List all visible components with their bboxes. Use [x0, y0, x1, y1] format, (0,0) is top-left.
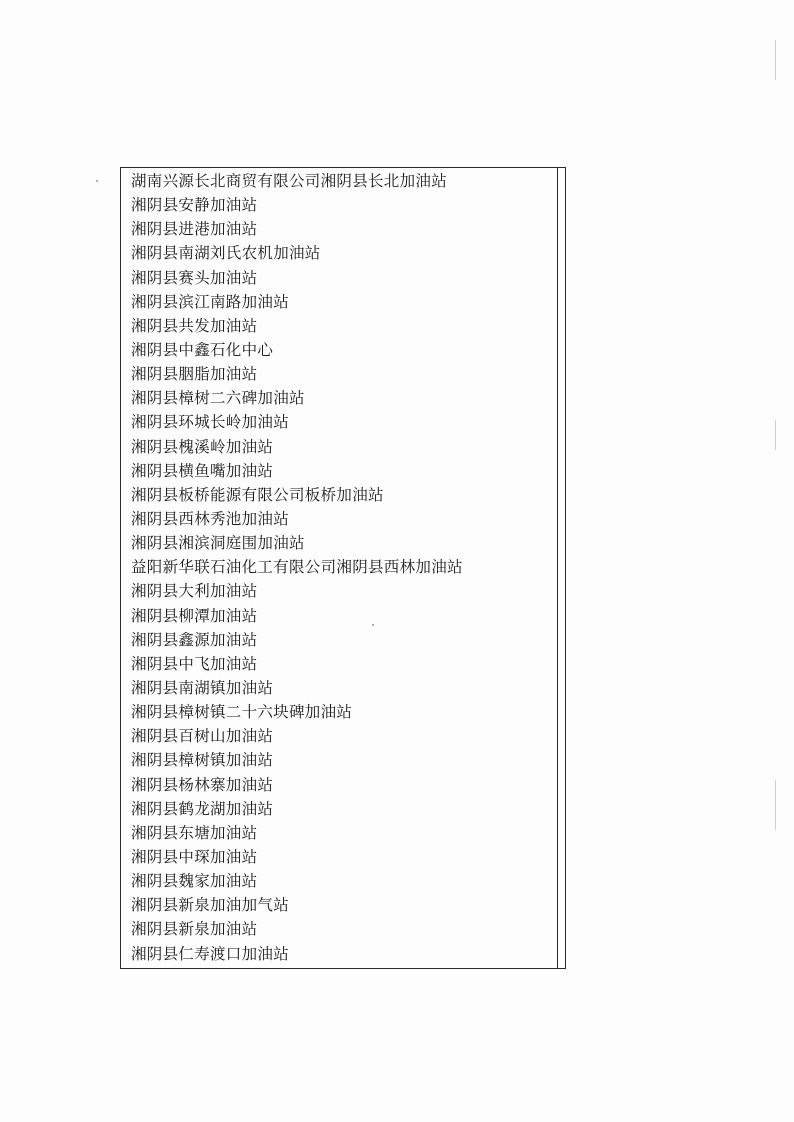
table-row: 湘阴县东塘加油站	[131, 823, 258, 842]
station-list	[131, 169, 555, 966]
table-row: 湘阴县槐溪岭加油站	[131, 437, 274, 456]
table-row: 湘阴县横鱼嘴加油站	[131, 461, 274, 480]
table-row: 湘阴县鑫源加油站	[131, 630, 258, 649]
scan-margin-mark	[775, 780, 776, 830]
table-row: 湘阴县魏家加油站	[131, 872, 258, 891]
scan-speck	[372, 624, 374, 626]
table-row: 湘阴县安静加油站	[131, 196, 258, 215]
table-row: 湘阴县樟树镇加油站	[131, 751, 274, 770]
table-row: 湘阴县进港加油站	[131, 220, 258, 239]
table-row: 湘阴县赛头加油站	[131, 268, 258, 287]
table-column-divider	[557, 167, 558, 969]
table-row: 湘阴县板桥能源有限公司板桥加油站	[131, 485, 384, 504]
table-row: 湘阴县中琛加油站	[131, 847, 258, 866]
table-row: 益阳新华联石油化工有限公司湘阴县西林加油站	[131, 558, 463, 577]
table-row: 湘阴县共发加油站	[131, 316, 258, 335]
table-row: 湘阴县樟树镇二十六块碑加油站	[131, 703, 353, 722]
table-row: 湘阴县鹤龙湖加油站	[131, 799, 274, 818]
table-row: 湘阴县新泉加油加气站	[131, 896, 290, 915]
table-row: 湘阴县仁寿渡口加油站	[131, 944, 290, 963]
table-row: 湘阴县南湖刘氏农机加油站	[131, 244, 321, 263]
table-row: 湘阴县大利加油站	[131, 582, 258, 601]
table-row: 湘阴县百树山加油站	[131, 727, 274, 746]
table-row: 湘阴县湘滨洞庭围加油站	[131, 534, 305, 553]
scan-margin-mark	[775, 420, 776, 450]
scan-margin-mark	[775, 40, 776, 80]
table-row: 湘阴县杨林寨加油站	[131, 775, 274, 794]
table-row: 湘阴县西林秀池加油站	[131, 509, 290, 528]
table-row: 湘阴县樟树二六碑加油站	[131, 389, 305, 408]
table-row: 湘阴县新泉加油站	[131, 920, 258, 939]
table-row: 湘阴县南湖镇加油站	[131, 678, 274, 697]
scan-speck	[96, 180, 98, 182]
table-row: 湘阴县中飞加油站	[131, 654, 258, 673]
table-row: 湖南兴源长北商贸有限公司湘阴县长北加油站	[131, 172, 448, 190]
table-row: 湘阴县滨江南路加油站	[131, 292, 290, 311]
table-row: 湘阴县柳潭加油站	[131, 606, 258, 625]
table-row: 湘阴县环城长岭加油站	[131, 413, 290, 432]
table-row: 湘阴县胭脂加油站	[131, 365, 258, 384]
table-row: 湘阴县中鑫石化中心	[131, 340, 274, 359]
